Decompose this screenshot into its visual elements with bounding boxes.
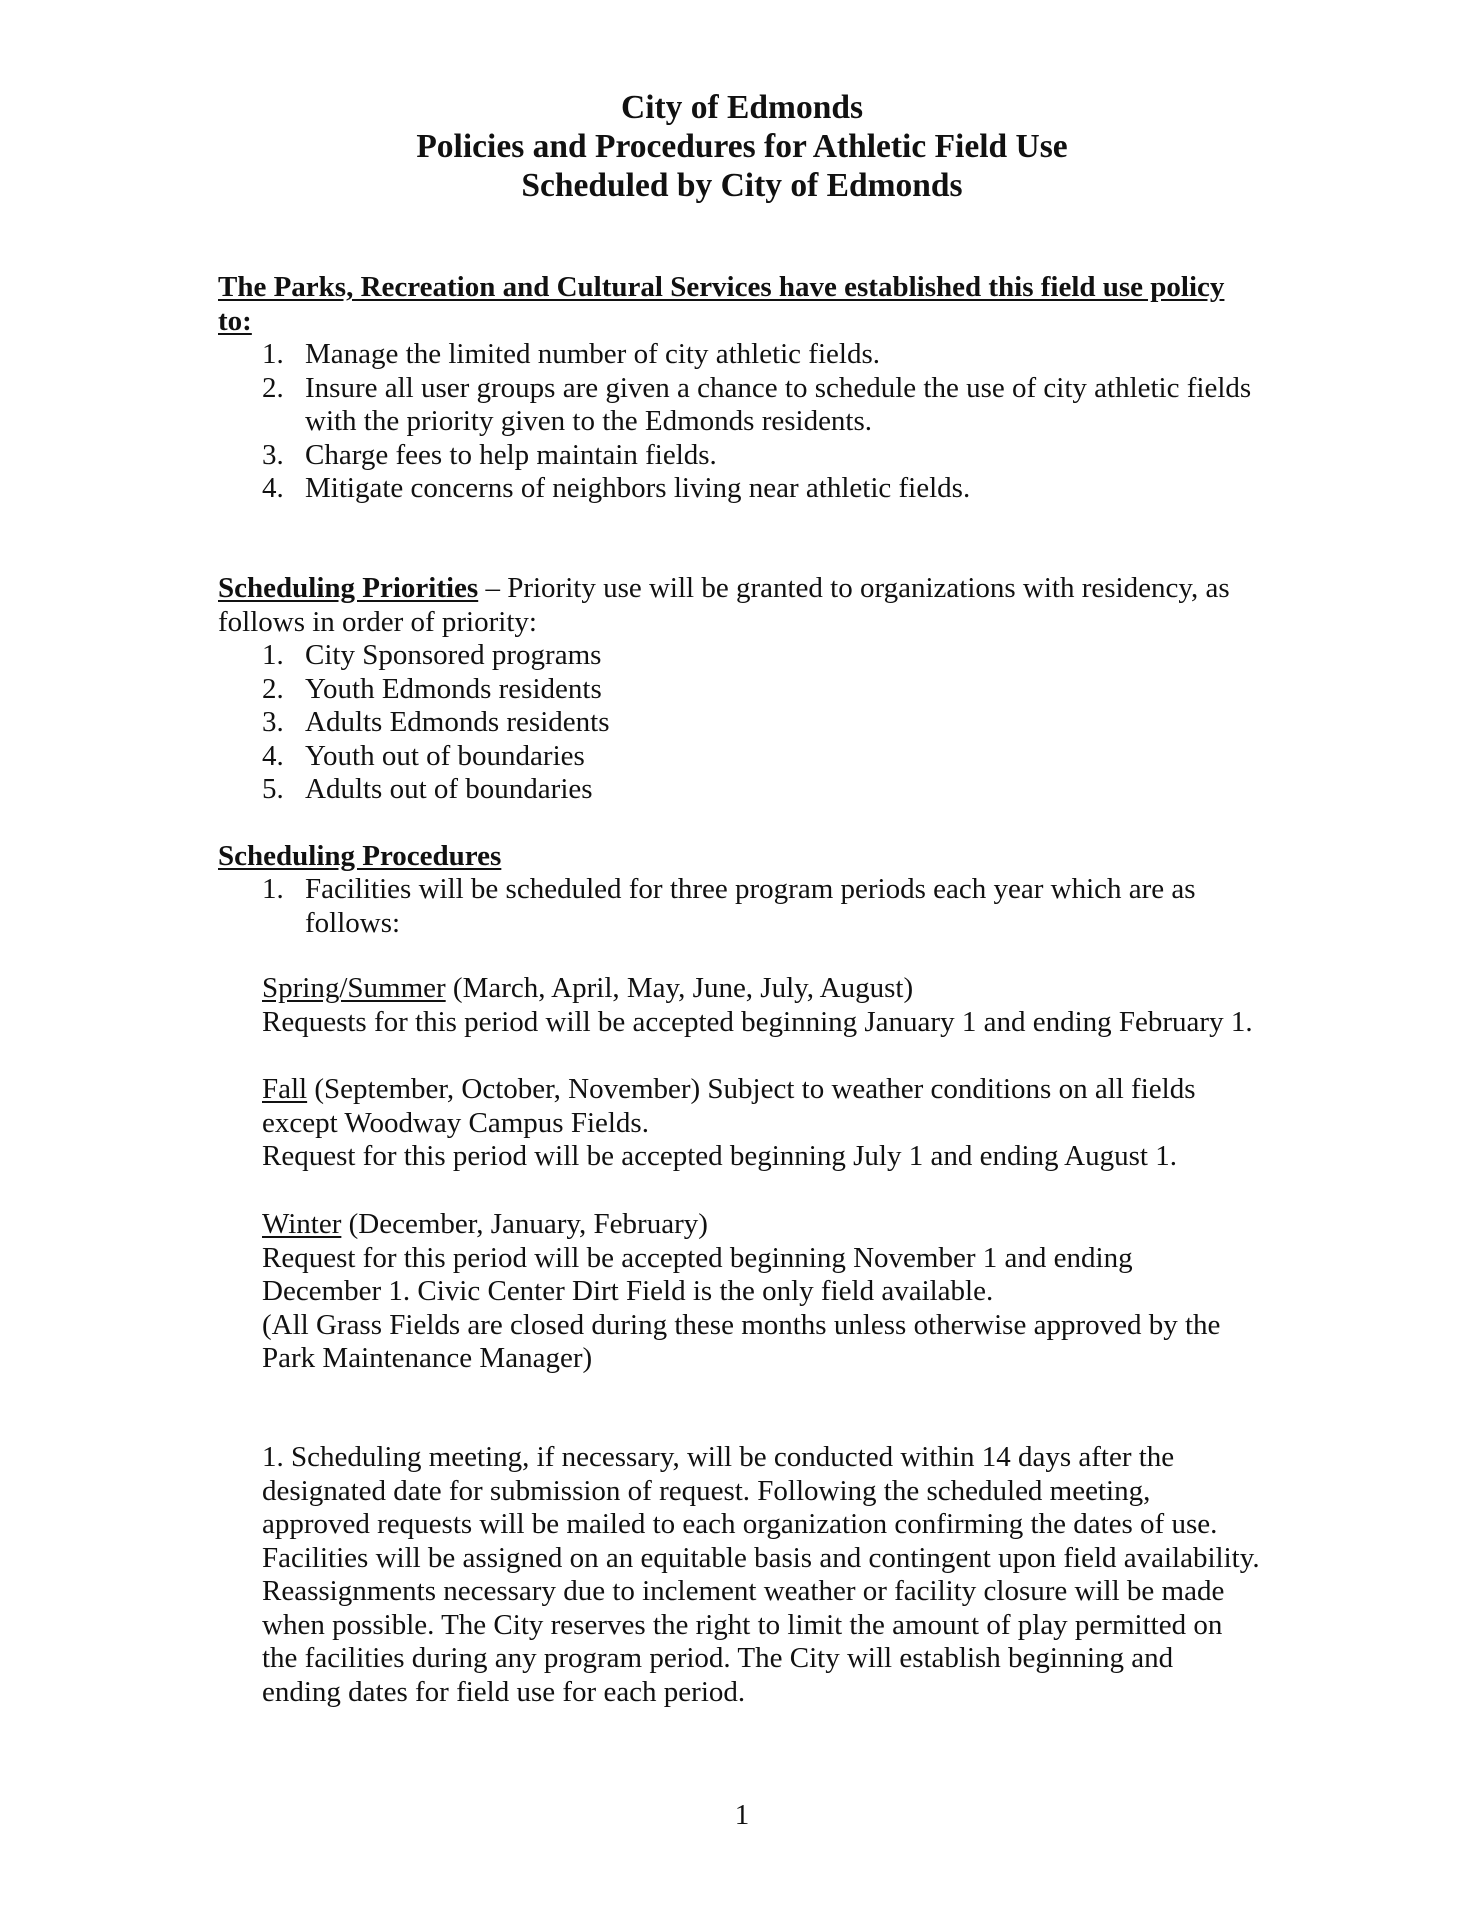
period-label: Spring/Summer [262,972,446,1004]
item-number: 2. [262,672,284,705]
scheduling-meeting-paragraph [262,1441,1260,1709]
winter-period [262,1208,1220,1376]
period-months: (March, April, May, June, July, August) [445,972,914,1004]
paragraph-line: approved requests will be mailed to each organization confirming the dates of use. [262,1508,1218,1540]
priorities-intro-text: – Priority use will be granted to organizations with residency, as [478,572,1230,604]
procedures-heading: Scheduling Procedures [218,840,502,872]
item-text: Facilities will be scheduled for three program periods each year which are as [305,873,1196,905]
item-number: 4. [262,472,284,504]
purpose-heading [218,271,1224,338]
period-label: Winter [262,1208,342,1240]
period-text: Request for this period will be accepted beginning November 1 and ending [262,1241,1133,1274]
item-text: Adults Edmonds residents [305,706,610,738]
item-number: 2. [262,371,284,404]
period-text: December 1. Civic Center Dirt Field is the only field available. [262,1275,994,1307]
item-text: Youth Edmonds residents [305,672,602,705]
item-text: Mitigate concerns of neighbors living near athletic fields. [305,472,971,504]
item-number: 1. [262,639,284,671]
title-line: City of Edmonds [621,89,863,126]
period-months: (December, January, February) [341,1208,708,1240]
priorities-intro-text: follows in order of priority: [218,605,537,638]
item-number: 5. [262,773,284,805]
heading-line: The Parks, Recreation and Cultural Services have established this field use policy [218,271,1225,303]
period-text: Park Maintenance Manager) [262,1342,593,1374]
item-number: 1. [262,873,284,905]
list-item [262,439,1251,473]
list-item [262,673,610,707]
priorities-list [262,639,610,807]
item-text: with the priority given to the Edmonds residents. [305,405,873,437]
list-item [262,773,610,807]
item-number: 4. [262,739,284,772]
item-number: 1. [262,338,284,370]
period-text: Request for this period will be accepted beginning July 1 and ending August 1. [262,1140,1177,1172]
paragraph-line: 1. Scheduling meeting, if necessary, will be conducted within 14 days after the [262,1441,1175,1473]
item-text: follows: [305,906,401,939]
paragraph-line: Reassignments necessary due to inclement weather or facility closure will be made [262,1575,1225,1607]
list-item [262,873,1196,940]
item-text: City Sponsored programs [305,639,602,671]
list-item [262,472,1251,506]
period-text: except Woodway Campus Fields. [262,1106,649,1139]
page-number: 1 [734,1799,750,1831]
item-text: Insure all user groups are given a chance to schedule the use of city athletic fields [305,371,1252,404]
fall-period [262,1073,1196,1174]
paragraph-line: designated date for submission of request. Following the scheduled meeting, [262,1474,1151,1507]
title-line: Scheduled by City of Edmonds [521,167,963,204]
item-text: Youth out of boundaries [305,739,585,772]
period-text: (All Grass Fields are closed during these months unless otherwise approved by the [262,1308,1221,1341]
priorities-heading: Scheduling Priorities [218,572,479,604]
priorities-intro [218,572,1230,639]
list-item [262,706,610,740]
paragraph-line: when possible. The City reserves the right to limit the amount of play permitted on [262,1608,1223,1641]
item-text: Manage the limited number of city athletic fields. [305,338,880,370]
list-item [262,372,1251,439]
list-item [262,338,1251,372]
list-item [262,740,610,774]
paragraph-line: the facilities during any program period. The City will establish beginning and [262,1642,1174,1674]
period-label: Fall [262,1073,308,1105]
title-line: Policies and Procedures for Athletic Field Use [416,128,1068,165]
procedures-list [262,873,1196,940]
period-text: Requests for this period will be accepted beginning January 1 and ending February 1. [262,1005,1253,1038]
heading-line: to: [218,304,252,337]
item-text: Adults out of boundaries [305,773,593,805]
document-title [0,88,1484,205]
item-text: Charge fees to help maintain fields. [305,438,717,471]
period-months: (September, October, November) Subject to weather conditions on all fields [307,1073,1196,1105]
item-number: 3. [262,438,284,471]
paragraph-line: Facilities will be assigned on an equitable basis and contingent upon field availability. [262,1541,1260,1574]
paragraph-line: ending dates for field use for each period. [262,1675,746,1708]
list-item [262,639,610,673]
spring-period [262,972,1253,1039]
purpose-list [262,338,1251,506]
item-number: 3. [262,706,284,738]
